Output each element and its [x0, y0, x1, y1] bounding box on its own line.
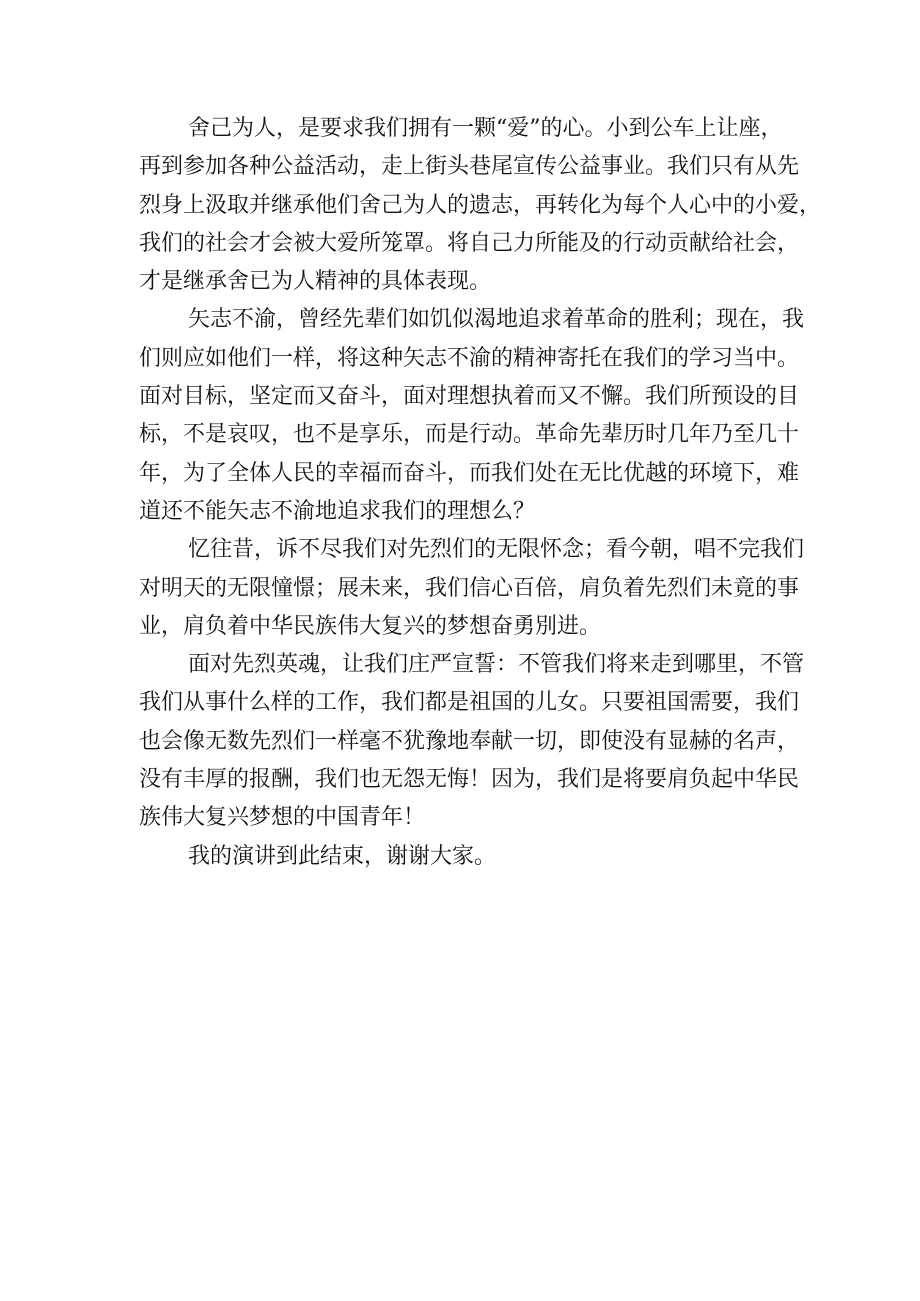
paragraph-line: 我们从事什么样的工作，我们都是祖国的儿女。只要祖国需要，我们: [139, 690, 800, 716]
paragraph-line: 再到参加各种公益活动，走上街头巷尾宣传公益事业。我们只有从先: [139, 154, 800, 180]
paragraph-oath: [139, 646, 819, 837]
paragraph-self-sacrifice: [139, 110, 822, 301]
paragraph-line: 面对目标，坚定而又奋斗，面对理想执着而又不懈。我们所预设的目: [139, 384, 800, 410]
paragraph-line: 面对先烈英魂，让我们庄严宣誓：不管我们将来走到哪里，不管: [188, 652, 805, 678]
paragraph-perseverance: [139, 301, 819, 531]
paragraph-line: 也会像无数先烈们一样毫不犹豫地奉献一切，即使没有显赫的名声，: [139, 728, 800, 754]
paragraph-line: 我们的社会才会被大爱所笼罩。将自己力所能及的行动贡献给社会，: [139, 230, 800, 256]
paragraph-line: 我的演讲到此结束，谢谢大家。: [188, 843, 497, 869]
paragraph-line: 矢志不渝，曾经先辈们如饥似渴地追求着革命的胜利；现在，我: [188, 307, 805, 333]
speech-body: [139, 110, 822, 876]
paragraph-closing: [139, 838, 819, 876]
paragraph-line: 忆往昔，诉不尽我们对先烈们的无限怀念；看今朝，唱不完我们: [188, 537, 805, 563]
paragraph-line: 们则应如他们一样，将这种矢志不渝的精神寄托在我们的学习当中。: [139, 345, 800, 371]
paragraph-line: 标，不是哀叹，也不是享乐，而是行动。革命先辈历时几年乃至几十: [139, 422, 800, 448]
paragraph-line: 没有丰厚的报酬，我们也无怨无悔！因为，我们是将要肩负起中华民: [139, 767, 800, 793]
paragraph-line: 族伟大复兴梦想的中国青年！: [139, 805, 426, 831]
paragraph-line: 舍己为人，是要求我们拥有一颗“爱”的心。小到公车上让座，: [188, 116, 783, 141]
paragraph-line: 才是继承舍已为人精神的具体表现。: [139, 269, 492, 295]
paragraph-line: 烈身上汲取并继承他们舍己为人的遗志，再转化为每个人心中的小爱，: [139, 192, 822, 218]
paragraph-line: 道还不能矢志不渝地追求我们的理想么？: [139, 498, 536, 524]
paragraph-line: 业，肩负着中华民族伟大复兴的梦想奋勇別进。: [139, 613, 602, 639]
paragraph-line: 年，为了全体人民的幸福而奋斗，而我们处在无比优越的环境下，难: [139, 460, 800, 486]
paragraph-line: 对明天的无限憧憬；展未来，我们信心百倍，肩负着先烈们未竟的事: [139, 575, 800, 601]
paragraph-remembrance: [139, 531, 819, 646]
